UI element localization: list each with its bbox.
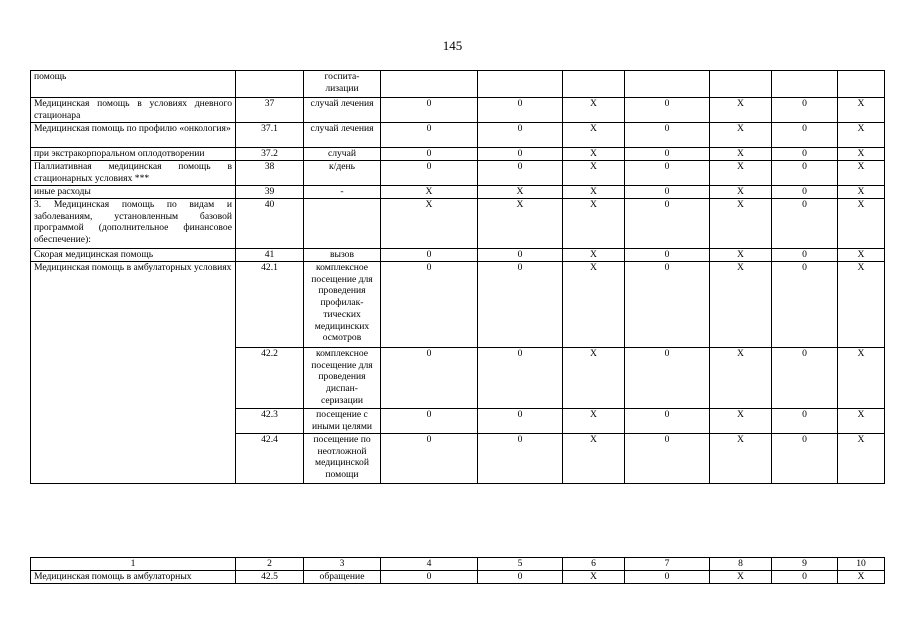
row-name-cell: Медицинская помощь по профилю «онкология»	[31, 123, 236, 148]
value-cell: X	[710, 434, 772, 484]
column-number-cell: 3	[304, 558, 381, 571]
row-unit-cell: посещение с иными целями	[304, 409, 381, 434]
value-cell: X	[710, 186, 772, 199]
value-cell: X	[563, 434, 625, 484]
value-cell: 0	[381, 161, 478, 186]
column-number-cell: 6	[563, 558, 625, 571]
value-cell: 0	[381, 148, 478, 161]
row-code-cell: 37.2	[236, 148, 304, 161]
main-table-body	[31, 71, 885, 484]
value-cell	[381, 71, 478, 98]
value-cell: X	[563, 249, 625, 262]
column-number-cell: 1	[31, 558, 236, 571]
value-cell	[478, 71, 563, 98]
value-cell: X	[478, 199, 563, 249]
value-cell: 0	[381, 348, 478, 409]
row-code-cell: 37	[236, 98, 304, 123]
column-number-cell: 9	[772, 558, 838, 571]
value-cell: 0	[625, 186, 710, 199]
column-number-cell: 4	[381, 558, 478, 571]
table-row	[31, 161, 885, 186]
row-unit-cell: к/день	[304, 161, 381, 186]
row-name-cell: Скорая медицинская помощь	[31, 249, 236, 262]
value-cell: X	[710, 409, 772, 434]
value-cell: X	[710, 161, 772, 186]
table-row	[31, 186, 885, 199]
value-cell: X	[838, 123, 885, 148]
value-cell: 0	[381, 123, 478, 148]
row-name-cell: Медицинская помощь в условиях дневного стационара	[31, 98, 236, 123]
value-cell: 0	[625, 148, 710, 161]
column-number-cell: 8	[710, 558, 772, 571]
value-cell: X	[710, 123, 772, 148]
value-cell: 0	[772, 571, 838, 584]
table-row	[31, 123, 885, 148]
row-code-cell: 42.2	[236, 348, 304, 409]
row-unit-cell: случай лечения	[304, 98, 381, 123]
continuation-table	[30, 557, 885, 584]
value-cell: X	[563, 571, 625, 584]
value-cell: 0	[478, 123, 563, 148]
table-row	[31, 71, 885, 98]
value-cell: 0	[625, 262, 710, 348]
column-number-header-row	[31, 558, 885, 571]
value-cell: X	[838, 148, 885, 161]
page-number: 145	[442, 38, 463, 53]
value-cell: X	[381, 186, 478, 199]
continuation-table-body	[31, 558, 885, 584]
row-code-cell: 42.4	[236, 434, 304, 484]
value-cell: 0	[381, 571, 478, 584]
row-code-cell: 40	[236, 199, 304, 249]
value-cell: X	[563, 409, 625, 434]
value-cell: 0	[772, 148, 838, 161]
column-number-cell: 10	[838, 558, 885, 571]
table-row	[31, 199, 885, 249]
value-cell: 0	[625, 123, 710, 148]
value-cell: X	[838, 199, 885, 249]
row-unit-cell: комплексное посещение для проведения профилак- тических медицинских осмотров	[304, 262, 381, 348]
value-cell: 0	[381, 98, 478, 123]
main-table	[30, 70, 885, 484]
value-cell: X	[710, 148, 772, 161]
value-cell: X	[563, 186, 625, 199]
value-cell: 0	[381, 434, 478, 484]
value-cell: X	[838, 161, 885, 186]
value-cell: X	[838, 98, 885, 123]
row-code-cell	[236, 71, 304, 98]
value-cell: X	[710, 262, 772, 348]
row-code-cell: 41	[236, 249, 304, 262]
value-cell: 0	[625, 199, 710, 249]
value-cell: X	[838, 571, 885, 584]
value-cell	[563, 71, 625, 98]
value-cell: 0	[772, 123, 838, 148]
row-name-cell: при экстракорпоральном оплодотворении	[31, 148, 236, 161]
row-unit-cell: обращение	[304, 571, 381, 584]
value-cell: 0	[625, 571, 710, 584]
value-cell: X	[563, 161, 625, 186]
value-cell: 0	[625, 434, 710, 484]
row-unit-cell: комплексное посещение для проведения диспан- серизации	[304, 348, 381, 409]
value-cell: 0	[772, 199, 838, 249]
row-unit-cell: вызов	[304, 249, 381, 262]
row-code-cell: 38	[236, 161, 304, 186]
row-code-cell: 37.1	[236, 123, 304, 148]
value-cell: 0	[381, 409, 478, 434]
row-name-cell: Медицинская помощь в амбулаторных	[31, 571, 236, 584]
value-cell: 0	[772, 409, 838, 434]
value-cell: X	[838, 186, 885, 199]
value-cell: 0	[625, 98, 710, 123]
row-name-cell: помощь	[31, 71, 236, 98]
value-cell: 0	[478, 571, 563, 584]
value-cell: 0	[772, 186, 838, 199]
value-cell	[838, 71, 885, 98]
value-cell: X	[710, 571, 772, 584]
value-cell: 0	[478, 409, 563, 434]
table-row	[31, 571, 885, 584]
value-cell: 0	[772, 348, 838, 409]
table-row	[31, 148, 885, 161]
row-name-cell: 3. Медицинская помощь по видам и заболеваниям, установленным базовой программой (дополнительное финансовое обеспечение):	[31, 199, 236, 249]
value-cell: 0	[478, 98, 563, 123]
column-number-cell: 2	[236, 558, 304, 571]
row-code-cell: 42.3	[236, 409, 304, 434]
value-cell: X	[838, 409, 885, 434]
row-unit-cell: -	[304, 186, 381, 199]
value-cell: 0	[478, 262, 563, 348]
value-cell: 0	[772, 262, 838, 348]
value-cell: X	[838, 348, 885, 409]
value-cell: X	[838, 249, 885, 262]
value-cell: X	[381, 199, 478, 249]
value-cell: 0	[772, 161, 838, 186]
row-unit-cell: случай	[304, 148, 381, 161]
value-cell: X	[710, 199, 772, 249]
column-number-cell: 7	[625, 558, 710, 571]
value-cell: 0	[381, 262, 478, 348]
row-code-cell: 39	[236, 186, 304, 199]
value-cell: 0	[625, 161, 710, 186]
value-cell: X	[563, 348, 625, 409]
row-unit-cell: случай лечения	[304, 123, 381, 148]
value-cell: X	[563, 98, 625, 123]
column-number-cell: 5	[478, 558, 563, 571]
value-cell: X	[563, 123, 625, 148]
row-name-cell: иные расходы	[31, 186, 236, 199]
row-name-cell: Паллиативная медицинская помощь в стационарных условиях ***	[31, 161, 236, 186]
value-cell: X	[563, 199, 625, 249]
value-cell: X	[710, 348, 772, 409]
table-row	[31, 98, 885, 123]
value-cell: X	[478, 186, 563, 199]
row-unit-cell	[304, 199, 381, 249]
value-cell: X	[838, 262, 885, 348]
value-cell: 0	[625, 348, 710, 409]
value-cell: 0	[478, 148, 563, 161]
value-cell: 0	[772, 434, 838, 484]
row-code-cell: 42.1	[236, 262, 304, 348]
value-cell: X	[710, 98, 772, 123]
value-cell: 0	[478, 434, 563, 484]
value-cell: 0	[625, 409, 710, 434]
value-cell: 0	[478, 249, 563, 262]
value-cell: X	[563, 262, 625, 348]
row-name-cell: Медицинская помощь в амбулаторных условиях	[31, 262, 236, 484]
value-cell: 0	[625, 249, 710, 262]
table-row	[31, 249, 885, 262]
value-cell: 0	[478, 348, 563, 409]
value-cell: 0	[772, 98, 838, 123]
row-unit-cell: госпита- лизации	[304, 71, 381, 98]
value-cell: X	[563, 148, 625, 161]
row-code-cell: 42.5	[236, 571, 304, 584]
value-cell: X	[710, 249, 772, 262]
row-unit-cell: посещение по неотложной медицинской помощи	[304, 434, 381, 484]
value-cell	[625, 71, 710, 98]
value-cell: 0	[381, 249, 478, 262]
value-cell	[772, 71, 838, 98]
value-cell: X	[838, 434, 885, 484]
value-cell: 0	[772, 249, 838, 262]
value-cell	[710, 71, 772, 98]
value-cell: 0	[478, 161, 563, 186]
table-row	[31, 262, 885, 348]
